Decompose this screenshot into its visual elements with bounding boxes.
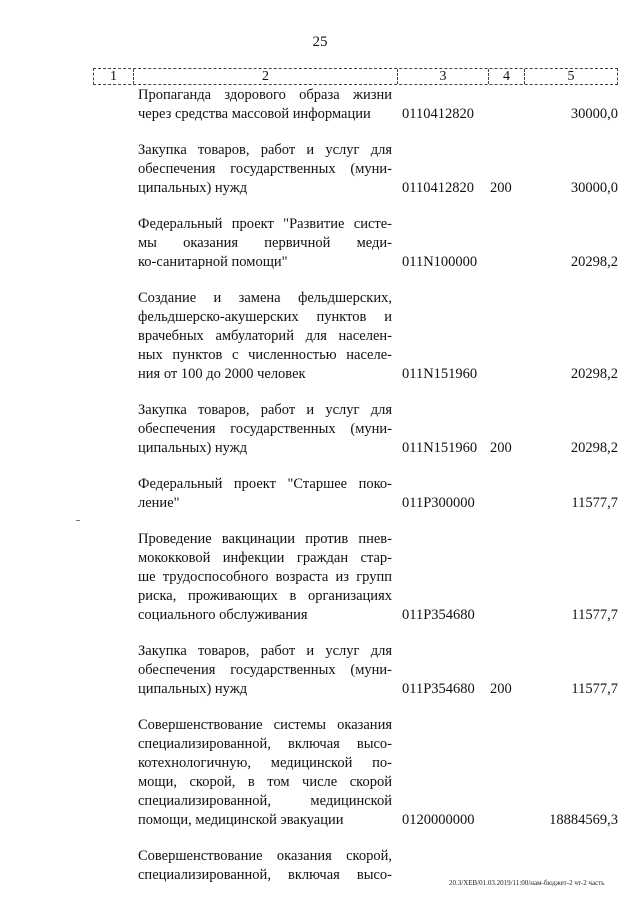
- row-description: [138, 401, 392, 458]
- row-amount: 30000,0: [570, 180, 618, 196]
- description-line: Пропаганда здорового образа жизни: [138, 87, 392, 103]
- description-line: ше трудоспособного возраста из групп: [138, 569, 392, 585]
- header-col-5: 5: [567, 69, 575, 84]
- row-expense-type: 200: [490, 180, 512, 196]
- row-description: [138, 475, 392, 513]
- table-row: [138, 642, 618, 699]
- row-description: [138, 847, 392, 885]
- row-description: [138, 642, 392, 699]
- description-line: мококковой инфекции граждан стар-: [138, 550, 392, 566]
- page-number: 25: [312, 34, 328, 50]
- description-line: через средства массовой информации: [138, 106, 371, 122]
- description-line: ципальных) нужд: [138, 180, 248, 196]
- row-amount: 11577,7: [571, 607, 618, 623]
- description-line: мы оказания первичной меди-: [138, 235, 392, 251]
- description-line: специализированной, медицинской: [138, 793, 392, 809]
- row-amount: 20298,2: [570, 366, 618, 382]
- row-code: 011P354680: [402, 681, 475, 697]
- row-description: [138, 289, 392, 384]
- description-line: Федеральный проект "Старшее поко-: [138, 476, 392, 492]
- description-line: обеспечения государственных (муни-: [138, 161, 392, 177]
- description-line: Федеральный проект "Развитие систе-: [138, 216, 392, 232]
- table-row: [138, 289, 618, 384]
- description-line: котехнологичную, медицинской по-: [138, 755, 392, 771]
- row-description: [138, 530, 392, 625]
- header-col-3: 3: [398, 69, 489, 84]
- description-line: Совершенствование системы оказания: [138, 717, 392, 733]
- description-line: ципальных) нужд: [138, 440, 248, 456]
- description-line: специализированной, включая высо-: [138, 736, 392, 752]
- footer-note: 20.3/ХЕВ/01.03.2019/11:00/нам-бюджет-2 чт-2 часть: [449, 879, 605, 887]
- row-description: [138, 215, 392, 272]
- description-line: риска, проживающих в организациях: [138, 588, 392, 604]
- description-line: специализированной, включая высо-: [138, 867, 392, 883]
- row-description: [138, 141, 392, 198]
- row-amount: 11577,7: [571, 681, 618, 697]
- row-code: 0110412820: [402, 106, 474, 122]
- row-amount: 20298,2: [570, 440, 618, 456]
- row-description: [138, 86, 392, 124]
- description-line: Создание и замена фельдшерских,: [138, 290, 392, 306]
- description-line: Проведение вакцинации против пнев-: [138, 531, 392, 547]
- table-row: [138, 86, 618, 124]
- row-amount: 30000,0: [570, 106, 618, 122]
- description-line: Закупка товаров, работ и услуг для: [138, 142, 392, 158]
- description-line: ко-санитарной помощи": [138, 254, 288, 270]
- table-row: [138, 716, 618, 830]
- description-line: ния от 100 до 2000 человек: [138, 366, 306, 382]
- description-line: фельдшерско-акушерских пунктов и: [138, 309, 392, 325]
- description-line: социального обслуживания: [138, 607, 308, 623]
- row-code: 011N100000: [402, 254, 478, 270]
- description-line: помощи, медицинской эвакуации: [138, 812, 344, 828]
- row-amount: 11577,7: [571, 495, 618, 511]
- table-row: [138, 530, 618, 625]
- description-line: обеспечения государственных (муни-: [138, 421, 392, 437]
- row-code: 011N151960: [402, 366, 478, 382]
- row-amount: 20298,2: [570, 254, 618, 270]
- description-line: Совершенствование оказания скорой,: [138, 848, 392, 864]
- description-line: врачебных амбулаторий для населен-: [138, 328, 392, 344]
- description-line: ление": [138, 495, 180, 511]
- description-line: Закупка товаров, работ и услуг для: [138, 643, 392, 659]
- header-col-1: 1: [94, 69, 134, 84]
- row-amount: 18884569,3: [549, 812, 618, 828]
- row-code: 011P300000: [402, 495, 475, 511]
- table-row: [138, 141, 618, 198]
- table-row: [138, 475, 618, 513]
- row-code: 0110412820: [402, 180, 474, 196]
- row-description: [138, 716, 392, 830]
- header-col-4: 4: [489, 69, 525, 84]
- table-row: [138, 401, 618, 458]
- row-expense-type: 200: [490, 681, 512, 697]
- table-row: [138, 215, 618, 272]
- header-col-2: 2: [134, 69, 398, 84]
- table-body: [138, 86, 618, 902]
- row-code: 011N151960: [402, 440, 478, 456]
- row-code: 011P354680: [402, 607, 475, 623]
- row-expense-type: 200: [490, 440, 512, 456]
- description-line: обеспечения государственных (муни-: [138, 662, 392, 678]
- row-code: 0120000000: [402, 812, 475, 828]
- description-line: мощи, скорой, в том числе скорой: [138, 774, 392, 790]
- description-line: ных пунктов с численностью населе-: [138, 347, 392, 363]
- table-header: [93, 68, 618, 85]
- description-line: Закупка товаров, работ и услуг для: [138, 402, 392, 418]
- scan-speck: [76, 520, 80, 521]
- description-line: ципальных) нужд: [138, 681, 248, 697]
